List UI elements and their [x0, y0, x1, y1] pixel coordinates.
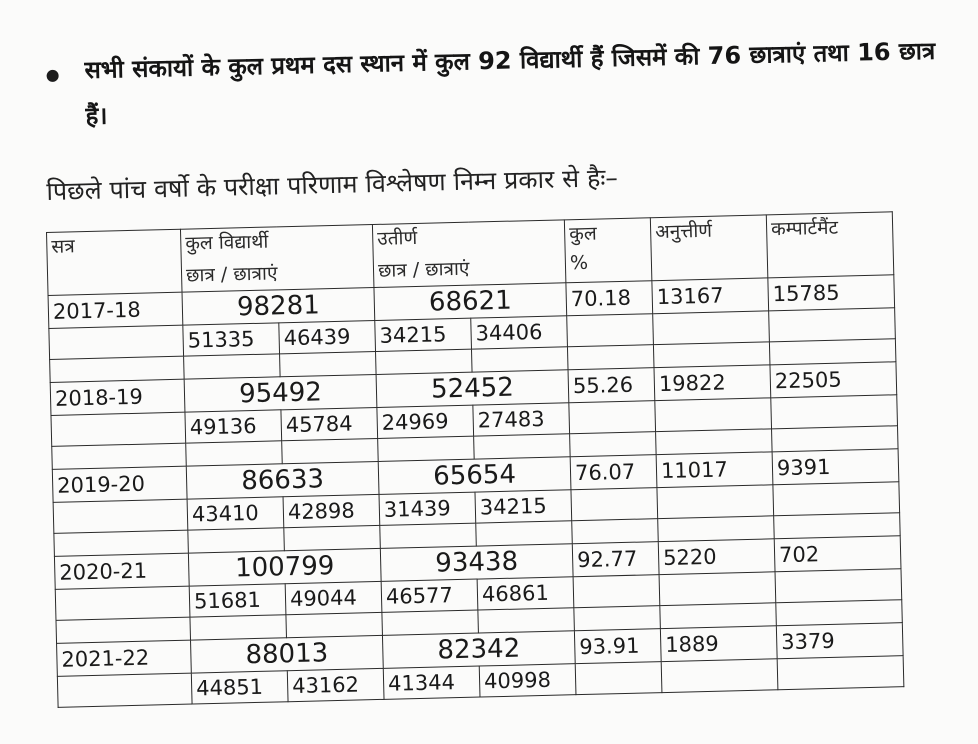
cell-empty — [280, 351, 377, 376]
cell-total: 98281 — [182, 288, 375, 326]
cell-passed: 52452 — [376, 370, 569, 408]
cell-total: 88013 — [191, 635, 384, 673]
cell-session: 2018-19 — [50, 379, 185, 415]
cell-empty — [49, 325, 184, 359]
cell-passed-boys: 41344 — [383, 666, 480, 699]
cell-empty — [574, 606, 661, 631]
cell-total-girls: 45784 — [281, 407, 378, 440]
cell-empty — [656, 429, 773, 455]
cell-empty — [282, 438, 379, 463]
cell-empty — [658, 516, 775, 542]
table-body — [48, 275, 904, 708]
cell-total-boys: 49136 — [185, 410, 282, 443]
header-percent: कुल % — [564, 218, 652, 283]
cell-empty — [773, 482, 900, 516]
cell-empty — [380, 523, 477, 548]
bullet-icon — [46, 70, 58, 82]
cell-empty — [55, 586, 190, 620]
header-passed-sub: छात्र / छात्राएं — [377, 257, 470, 282]
cell-empty — [52, 443, 187, 469]
cell-empty — [286, 612, 383, 637]
cell-passed: 93438 — [380, 544, 573, 582]
cell-empty — [184, 354, 281, 379]
cell-empty — [378, 436, 475, 461]
cell-passed-girls: 40998 — [479, 664, 576, 697]
header-compartment: कम्पार्टमैंट — [766, 212, 894, 278]
cell-empty — [572, 519, 659, 544]
cell-empty — [657, 485, 774, 519]
cell-empty — [772, 426, 899, 452]
cell-passed-boys: 31439 — [379, 492, 476, 525]
cell-total-girls: 46439 — [279, 320, 376, 353]
cell-empty — [476, 521, 573, 546]
cell-empty — [660, 603, 777, 629]
cell-empty — [659, 572, 776, 606]
cell-percent: 92.77 — [572, 542, 659, 577]
cell-compartment: 9391 — [772, 449, 899, 485]
bullet-paragraph — [46, 28, 948, 140]
cell-empty — [284, 525, 381, 550]
cell-empty — [569, 401, 656, 434]
cell-passed-girls: 46861 — [477, 577, 574, 610]
cell-total-boys: 51681 — [189, 584, 286, 617]
cell-failed: 19822 — [654, 365, 771, 401]
cell-compartment: 3379 — [776, 623, 903, 659]
cell-total-girls: 42898 — [283, 494, 380, 527]
cell-total-boys: 51335 — [183, 323, 280, 356]
cell-empty — [382, 610, 479, 635]
header-failed: अनुत्तीर्ण — [650, 215, 768, 281]
header-total-sub: छात्र / छात्राएं — [185, 262, 278, 287]
cell-failed: 1889 — [660, 626, 777, 662]
cell-empty — [471, 347, 568, 372]
cell-empty — [53, 499, 188, 533]
cell-passed-boys: 34215 — [375, 318, 472, 351]
cell-empty — [57, 673, 192, 707]
cell-empty — [186, 441, 283, 466]
cell-session: 2020-21 — [54, 553, 189, 589]
header-session: सत्र — [47, 229, 182, 295]
cell-compartment: 15785 — [768, 275, 895, 311]
cell-percent: 93.91 — [574, 629, 661, 664]
cell-failed: 11017 — [656, 452, 773, 488]
cell-passed-boys: 24969 — [377, 405, 474, 438]
cell-compartment: 22505 — [770, 362, 897, 398]
cell-empty — [661, 659, 778, 693]
cell-passed: 65654 — [378, 457, 571, 495]
cell-empty — [573, 575, 660, 608]
cell-empty — [56, 617, 191, 643]
cell-empty — [777, 656, 904, 690]
cell-empty — [54, 530, 189, 556]
cell-passed-girls: 27483 — [473, 403, 570, 436]
cell-empty — [474, 434, 571, 459]
cell-empty — [51, 412, 186, 446]
cell-total: 100799 — [188, 548, 381, 586]
cell-empty — [376, 349, 473, 374]
header-passed: उतीर्ण छात्र / छात्राएं — [372, 220, 565, 288]
cell-session: 2019-20 — [52, 466, 187, 502]
header-percent-sub: % — [569, 251, 589, 275]
cell-percent: 55.26 — [568, 368, 655, 403]
cell-empty — [769, 339, 896, 365]
intro-heading: पिछले पांच वर्षो के परीक्षा परिणाम विश्लेषण निम्न प्रकार से हैः– — [46, 163, 619, 206]
cell-passed: 82342 — [382, 631, 575, 669]
cell-empty — [570, 432, 657, 457]
cell-percent: 70.18 — [566, 281, 653, 316]
cell-passed-boys: 46577 — [381, 579, 478, 612]
cell-compartment: 702 — [774, 536, 901, 572]
cell-empty — [190, 615, 287, 640]
cell-total: 95492 — [184, 374, 377, 412]
cell-empty — [567, 345, 654, 370]
cell-total-girls: 43162 — [287, 668, 384, 701]
cell-empty — [655, 398, 772, 432]
cell-passed-girls: 34406 — [471, 316, 568, 349]
cell-total-boys: 43410 — [187, 497, 284, 530]
bullet-text: सभी संकायों के कुल प्रथम दस स्थान में कुल 92 विद्यार्थी हैं जिसमें की 76 छात्राएं तथा 16 छात्र हैं। — [84, 36, 936, 131]
cell-passed: 68621 — [374, 283, 567, 321]
cell-empty — [571, 488, 658, 521]
cell-empty — [775, 569, 902, 603]
cell-empty — [567, 314, 654, 347]
cell-empty — [50, 356, 185, 382]
results-table-wrapper — [46, 211, 904, 708]
results-table — [46, 211, 904, 708]
cell-passed-girls: 34215 — [475, 490, 572, 523]
cell-empty — [575, 662, 662, 695]
cell-failed: 5220 — [658, 539, 775, 575]
cell-total: 86633 — [186, 461, 379, 499]
cell-total-boys: 44851 — [191, 671, 288, 704]
cell-session: 2021-22 — [57, 640, 192, 676]
header-total: कुल विद्यार्थी छात्र / छात्राएं — [180, 225, 373, 293]
cell-total-girls: 49044 — [285, 581, 382, 614]
cell-session: 2017-18 — [48, 292, 183, 328]
cell-empty — [653, 311, 770, 345]
cell-percent: 76.07 — [570, 455, 657, 490]
cell-empty — [771, 395, 898, 429]
cell-empty — [774, 513, 901, 539]
cell-empty — [653, 342, 770, 368]
cell-empty — [478, 608, 575, 633]
cell-empty — [188, 528, 285, 553]
cell-empty — [776, 600, 903, 626]
cell-empty — [769, 308, 896, 342]
cell-failed: 13167 — [652, 278, 769, 314]
